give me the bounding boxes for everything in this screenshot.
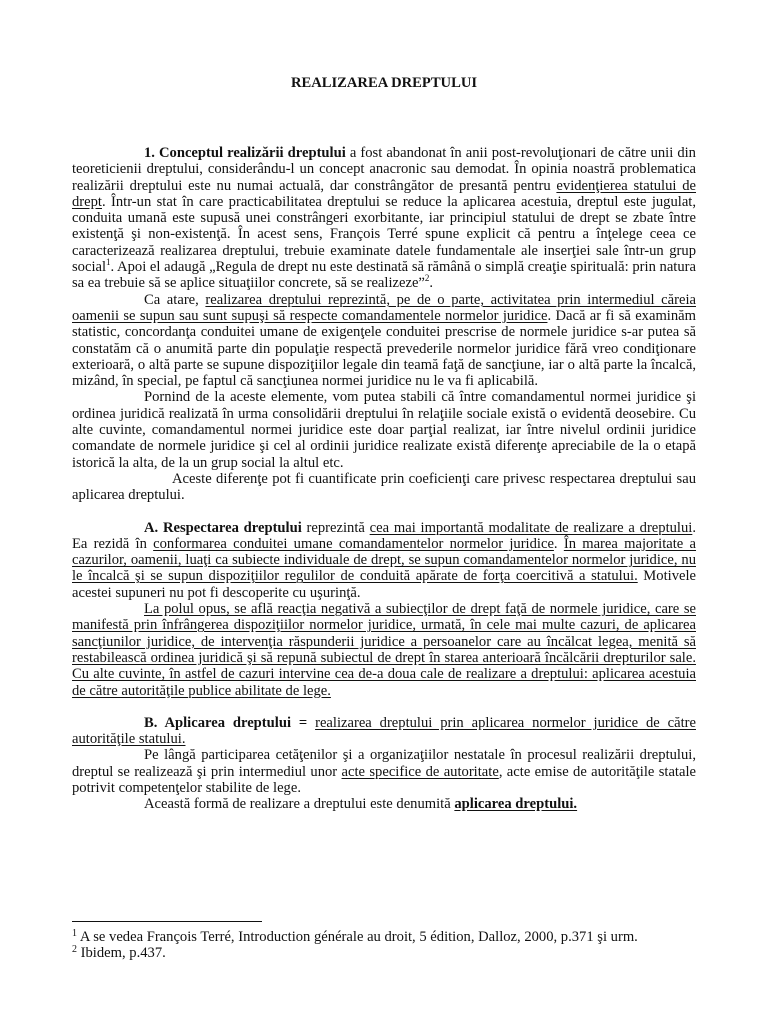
underlined-text: realizarea dreptului reprezintă, pe de o parte, activitatea prin intermediul căreia oamenii se supun sau sunt supuşi să respecte comandamentele normelor juridice (72, 291, 696, 324)
underlined-text: conformarea conduitei umane comandamentelor normelor juridice (153, 535, 554, 552)
underlined-text: În marea majoritate a cazurilor, oamenii, luaţi ca subiecte individuale de drept, se supun comandamentelor normelor juridice, nu le încalcă şi se supun dispoziţiilor regulilor de conduită apărate de forţa coercitivă a statului. (72, 535, 697, 585)
text-run: . Într-un stat în care practicabilitatea dreptului se reduce la aplicarea acestuia, dreptul este jugulat, conduita umană este supusă unei constrângeri exorbitante, iar principiul statului de drept se zbate între existenţă şi non-existenţă. În acest sens, François Terré spune explicit că pentru a înţelege ceea ce caracterizează realizarea dreptului, trebuie examinate datele fundamentale ale inserţiei sale într-un grup social (72, 193, 696, 276)
spacer (72, 504, 696, 520)
text-run: Motivele acestei supuneri nu pot fi descoperite cu uşurinţă. (72, 568, 696, 601)
section-heading-aplicarea: B. Aplicarea dreptului = (144, 714, 316, 731)
underlined-text: realizarea dreptului prin aplicarea normelor juridice de către autorităţile statului. (72, 714, 696, 748)
underlined-text: La polul opus, se află reacţia negativă a subiecţilor de drept faţă de normele juridice, care se manifestă prin înfrângerea dispoziţiilor normelor juridice, urmată, în cele mai multe cazuri, de aplicarea sancţiunilor juridice, de intervenţia răspunderii juridice a persoanelor care au încălcat legea, menită să restabilească ordinea juridică şi să repună subiectul de drept în starea anterioară încălcării drepturilor sale. Cu alte cuvinte, în astfel de cazuri intervine cea de-a doua cale de realizare a dreptului: aplicarea acestuia de către autorităţile publice abilitate de lege. (72, 601, 696, 699)
text-run: , acte emise de autorităţile statale potrivit competenţelor stabilite de lege. (72, 763, 696, 796)
section-heading-concept: 1. Conceptul realizării dreptului (144, 145, 346, 161)
paragraph-concept (72, 145, 696, 292)
paragraph-ca-atare (72, 292, 696, 390)
underlined-text: acte specifice de autoritate (341, 763, 499, 780)
document-body (72, 145, 696, 813)
footnotes (72, 929, 696, 962)
text-run: . (553, 535, 564, 552)
footnote-1 (72, 929, 696, 945)
footnote-text: Ibidem, p.437. (77, 945, 166, 962)
text-run: . Dacă ar fi să examinăm statistic, concordanţa conduitei umane de exigenţele conduitei prescrise de normele juridice s-ar putea să constatăm că o anumită parte din populaţie respectă prevederile normelor juridice fără vreo condiţionare exterioară, o altă parte se supune dispoziţiilor legale din teamă faţă de sancţiune, iar o altă parte la încalcă, mizând, în special, pe faptul că sancţiunea normei juridice nu le va fi aplicabilă. (72, 307, 696, 390)
text-run: . Apoi el adaugă „Regula de drept nu este destinată să rămână o simplă creaţie spirituală: prin natura sa ea trebuie să se aplice situaţiilor concrete, să se realizeze” (72, 259, 696, 292)
underlined-text: aplicarea dreptului. (454, 796, 578, 813)
footnote-number: 2 (72, 944, 77, 956)
paragraph-diferente: Aceste diferenţe pot fi cuantificate prin coeficienţi care privesc respectarea dreptului sau aplicarea dreptului. (72, 470, 696, 504)
paragraph-respectarea (72, 520, 696, 601)
spacer (72, 699, 696, 715)
bold-term (454, 796, 577, 812)
footnote-text: A se vedea François Terré, Introduction générale au droit, 5 édition, Dalloz, 2000, p.371 şi urm. (77, 929, 638, 945)
footnote-ref-2[interactable]: 2 (424, 273, 430, 284)
text-run: Această formă de realizare a dreptului este denumită (144, 796, 455, 813)
footnote-2 (72, 945, 696, 961)
paragraph-aplicarea (72, 715, 696, 748)
paragraph-pe-langa (72, 747, 696, 796)
text-run: a fost abandonat în anii post-revoluţionari de către unii din teoreticienii dreptului, considerându-l un concept anacronic sau demodat. În opinia noastră problematica realizării dreptului este nu numai actuală, dar constrângător de presantă pentru (72, 145, 696, 194)
paragraph-polul-opus (72, 601, 696, 699)
paragraph-pornind: Pornind de la aceste elemente, vom putea stabili că între comandamentul normei juridice şi ordinea juridică realizată în urma consolidării dreptului în relaţiile sociale există o evidentă deosebire. Cu alte cuvinte, comandamentul normei juridice este doar parţial realizat, iar între nivelul ordinii juridice comandate de normele juridice şi cel al ordinii juridice realizate există diferenţe apreciabile de la o etapă istorică la alta, de la un grup social la altul etc. (72, 389, 696, 471)
text-run: Pe lângă participarea cetăţenilor şi a organizaţiilor nestatale în procesul realizării dreptului, dreptul se realizează şi prin intermediul unor (72, 747, 696, 780)
footnote-number: 1 (72, 928, 77, 939)
footnote-ref-1[interactable]: 1 (106, 257, 111, 268)
text-run: . (429, 275, 434, 292)
section-heading-respectarea: A. Respectarea dreptului (144, 519, 302, 536)
underlined-text: cea mai importantă modalitate de realizare a dreptului (369, 519, 693, 536)
paragraph-forma (72, 796, 696, 812)
footnote-separator (72, 921, 262, 922)
text-run: reprezintă (301, 519, 370, 536)
text-run: Ca atare, (144, 291, 206, 308)
text-run: . Ea rezidă în (72, 519, 696, 552)
underlined-text: evidenţierea statului de drept (72, 177, 696, 210)
page-title: REALIZAREA DREPTULUI (290, 75, 478, 91)
